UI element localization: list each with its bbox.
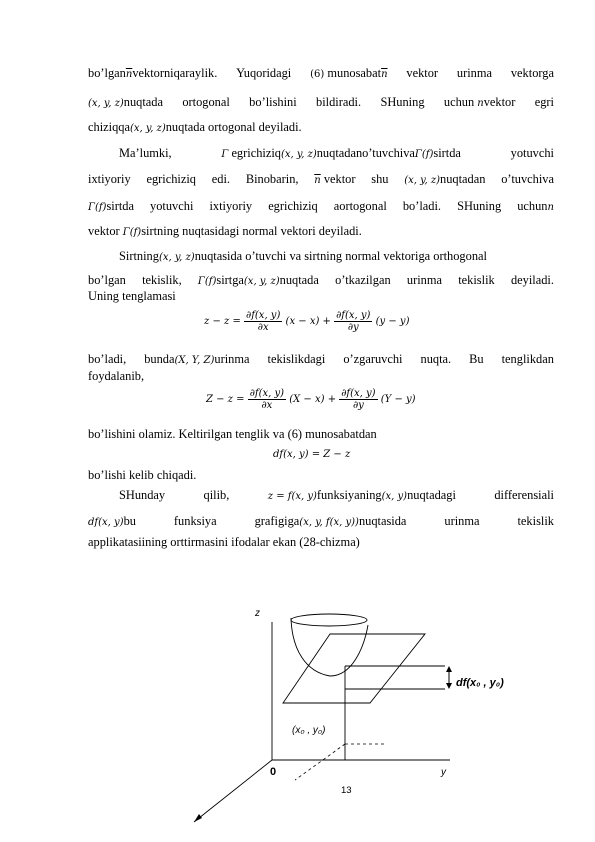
origin-label: 0 bbox=[270, 766, 277, 778]
math-xyf: (x, y, f(x, y)) bbox=[299, 517, 359, 528]
paragraph-line-20: applikatasiining orttirmasini ifodalar ekan (28-chizma) bbox=[88, 535, 360, 549]
word: ortogonal bbox=[182, 95, 230, 109]
word: sirtga bbox=[216, 273, 244, 287]
word: nuqtadagi bbox=[407, 488, 456, 502]
word: munosabat bbox=[327, 66, 382, 80]
math-z-f: z = f(x, y) bbox=[267, 491, 317, 502]
math-xyz: (x, y, z) bbox=[158, 252, 195, 263]
word: sirtda bbox=[106, 199, 134, 213]
word: funksiyaning bbox=[316, 488, 382, 502]
math-xy: (x, y) bbox=[381, 491, 408, 502]
eq-lhs: Z − z = bbox=[206, 394, 245, 405]
word: grafigiga bbox=[254, 514, 300, 528]
word: ixtiyoriy bbox=[88, 172, 131, 186]
word: bildiradi. bbox=[316, 95, 362, 109]
df-arrow-head-top bbox=[446, 666, 452, 672]
word: vektor bbox=[323, 172, 356, 186]
axis-y-label: y bbox=[441, 767, 446, 778]
math-n: n bbox=[547, 202, 554, 213]
word: nuqta. bbox=[420, 352, 452, 366]
math-gamma-f: Γ(f) bbox=[414, 149, 434, 160]
word: SHuning bbox=[457, 199, 502, 213]
word: o’tkazilgan bbox=[335, 273, 391, 287]
text-run: sirtning nuqtasidagi normal vektori deyiladi. bbox=[141, 224, 362, 238]
math-df: df(x, y) bbox=[88, 517, 124, 528]
frac-numerator: ∂f(x, y) bbox=[249, 388, 285, 399]
math-gamma-f: Γ(f) bbox=[88, 202, 107, 213]
point-label: (x₀ , y₀) bbox=[292, 725, 326, 736]
word: bo’lgan bbox=[88, 273, 126, 287]
math-n: $\overline{n}$ bbox=[314, 175, 321, 186]
word: ixtiyoriy bbox=[209, 199, 253, 213]
word: bu bbox=[123, 514, 136, 528]
paragraph-line-15: bo’lishini olamiz. Keltirilgan tenglik va (6) munosabatdan bbox=[88, 427, 377, 441]
word: yotuvchi bbox=[510, 146, 554, 160]
math-xyz: (x, y, z) bbox=[280, 149, 317, 160]
word: bo’lgan bbox=[88, 66, 126, 80]
word: urinma bbox=[406, 273, 442, 287]
surface-bowl bbox=[291, 618, 368, 676]
frac-denominator: ∂x bbox=[261, 400, 273, 411]
equation-ref: (6) bbox=[310, 69, 325, 80]
text-run: nuqtasida o’tuvchi va sirtning normal vektoriga orthogonal bbox=[194, 249, 487, 263]
word: funksiya bbox=[173, 514, 217, 528]
equation-differential: df(x, y) = Z − z bbox=[273, 449, 351, 460]
word: tekislik, bbox=[142, 273, 182, 287]
word: egrichiziq bbox=[231, 146, 281, 160]
word: vektor bbox=[406, 66, 439, 80]
word: bo’ladi, bbox=[88, 352, 127, 366]
text-run: nuqtada ortogonal deyiladi. bbox=[165, 120, 302, 134]
word: nuqtada bbox=[123, 95, 163, 109]
eq-term: (y − y) bbox=[375, 316, 410, 327]
word: sirtda bbox=[433, 146, 461, 160]
word: bo’ladi. bbox=[402, 199, 442, 213]
word: bunda bbox=[144, 352, 175, 366]
word: bo’lishini bbox=[249, 95, 297, 109]
word: vektor bbox=[88, 224, 120, 238]
word: shu bbox=[371, 172, 389, 186]
word: deyiladi. bbox=[510, 273, 554, 287]
word: egrichiziq bbox=[146, 172, 197, 186]
frac-denominator: ∂x bbox=[257, 322, 269, 333]
word: urinma bbox=[456, 66, 492, 80]
word: tekislik bbox=[517, 514, 554, 528]
df-label: df(x₀ , y₀) bbox=[456, 677, 504, 689]
word: urinma bbox=[214, 352, 250, 366]
word: uchun bbox=[443, 95, 475, 109]
eq-term: (x − x) + bbox=[285, 316, 331, 327]
word: Bu bbox=[469, 352, 484, 366]
word: tekislikdagi bbox=[267, 352, 326, 366]
word: edi. bbox=[211, 172, 231, 186]
vector-n-symbol-2: $\overline{n}$ bbox=[381, 69, 388, 80]
word: egrichiziq bbox=[268, 199, 318, 213]
math-gamma-f: Γ(f) bbox=[122, 227, 142, 238]
frac-numerator: ∂f(x, y) bbox=[336, 310, 371, 321]
paragraph-line-13: foydalanib, bbox=[88, 369, 145, 383]
axis-z-label: z bbox=[255, 608, 260, 619]
axis-x-line bbox=[194, 760, 272, 822]
word: SHuning bbox=[380, 95, 425, 109]
word: vektorniqaraylik. bbox=[132, 66, 218, 80]
math-xyz: (x, y, z) bbox=[243, 276, 280, 287]
df-arrow-head-bottom bbox=[446, 683, 452, 689]
frac-numerator: ∂f(x, y) bbox=[246, 310, 281, 321]
word: uchun bbox=[517, 199, 548, 213]
word: Ma’lumki, bbox=[119, 146, 172, 160]
word: differensiali bbox=[494, 488, 554, 502]
dashed-diagonal bbox=[295, 744, 345, 780]
word: Binobarin, bbox=[245, 172, 299, 186]
math-xyz: (x, y, z) bbox=[404, 175, 441, 186]
vector-n-symbol: $\overline{n}$ bbox=[125, 69, 133, 80]
eq-lhs: z − z = bbox=[204, 316, 241, 327]
word: qilib, bbox=[203, 488, 230, 502]
paragraph-line-10: Uning tenglamasi bbox=[88, 289, 176, 303]
paragraph-line-17: bo’lishi kelib chiqadi. bbox=[88, 468, 197, 482]
math-gamma-f: Γ(f) bbox=[197, 276, 217, 287]
axis-x-arrow bbox=[194, 814, 202, 822]
eq-term: (Y − y) bbox=[380, 394, 416, 405]
math-gamma: Γ bbox=[221, 149, 229, 160]
word: Yuqoridagi bbox=[236, 66, 292, 80]
word: urinma bbox=[444, 514, 480, 528]
page-number: 13 bbox=[341, 785, 352, 796]
word: nuqtadan bbox=[440, 172, 486, 186]
word: chiziqqa bbox=[88, 120, 130, 134]
word: o’zgaruvchi bbox=[343, 352, 403, 366]
word: nuqtasida bbox=[358, 514, 407, 528]
math-xyz: (x, y, z) bbox=[88, 98, 124, 109]
math-XYZ: (X, Y, Z) bbox=[174, 355, 215, 366]
word: vektor bbox=[483, 95, 516, 109]
word: tekislik bbox=[458, 273, 495, 287]
word: aortogonal bbox=[333, 199, 387, 213]
tangent-plane bbox=[283, 634, 425, 703]
word: tenglikdan bbox=[501, 352, 554, 366]
surface-rim bbox=[291, 614, 367, 626]
frac-denominator: ∂y bbox=[347, 322, 359, 333]
word: yotuvchi bbox=[150, 199, 194, 213]
word: Sirtning bbox=[119, 249, 159, 263]
math-xyz: (x, y, z) bbox=[129, 123, 166, 134]
word: o’tuvchiva bbox=[501, 172, 554, 186]
word: nuqtadano’tuvchiva bbox=[316, 146, 415, 160]
word: nuqtada bbox=[279, 273, 319, 287]
word: vektorga bbox=[510, 66, 554, 80]
math-n: n bbox=[477, 98, 484, 109]
eq-term: (X − x) + bbox=[289, 394, 337, 405]
frac-denominator: ∂y bbox=[353, 400, 364, 411]
word: SHunday bbox=[119, 488, 166, 502]
word: egri bbox=[534, 95, 554, 109]
frac-numerator: ∂f(x, y) bbox=[341, 388, 376, 399]
